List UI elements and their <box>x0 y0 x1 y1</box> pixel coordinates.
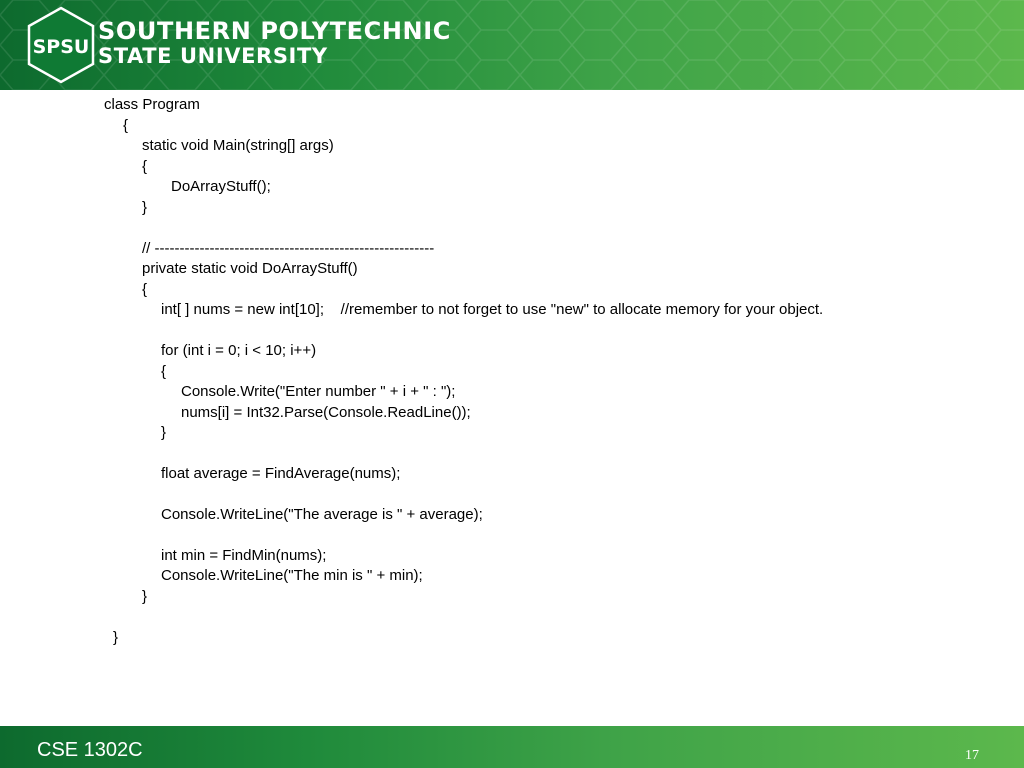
code-line: nums[i] = Int32.Parse(Console.ReadLine()); <box>181 404 471 421</box>
code-line: { <box>161 363 167 380</box>
code-line: } <box>161 424 167 441</box>
code-line: DoArrayStuff(); <box>171 178 271 195</box>
code-line: private static void DoArrayStuff() <box>142 260 358 277</box>
code-line: for (int i = 0; i < 10; i++) <box>161 342 317 359</box>
code-line: { <box>123 117 129 134</box>
code-line: // -------------------------------------------------------- <box>142 240 435 257</box>
code-line: Console.WriteLine("The min is " + min); <box>161 567 423 584</box>
footer-bar <box>0 726 1024 768</box>
code-line: } <box>142 588 148 605</box>
course-title: CSE 1302C <box>37 739 143 761</box>
university-name-line2: STATE UNIVERSITY <box>98 44 328 68</box>
code-line: } <box>113 629 119 646</box>
code-line: Console.Write("Enter number " + i + " : "); <box>181 383 456 400</box>
code-line: int min = FindMin(nums); <box>161 547 327 564</box>
university-name-line1: SOUTHERN POLYTECHNIC <box>98 17 451 45</box>
logo-mark-text: SPSU <box>32 36 90 58</box>
code-line: int[ ] nums = new int[10]; //remember to not forget to use "new" to allocate memory for your object. <box>161 301 824 318</box>
code-line: Console.WriteLine("The average is " + average); <box>161 506 483 523</box>
page-number: 17 <box>965 748 979 763</box>
spsu-hexagon-logo <box>26 6 96 84</box>
code-line: class Program <box>104 96 200 113</box>
code-line: { <box>142 158 148 175</box>
code-line: { <box>142 281 148 298</box>
header-banner <box>0 0 1024 90</box>
code-line: static void Main(string[] args) <box>142 137 334 154</box>
code-line: } <box>142 199 148 216</box>
code-line: float average = FindAverage(nums); <box>161 465 401 482</box>
